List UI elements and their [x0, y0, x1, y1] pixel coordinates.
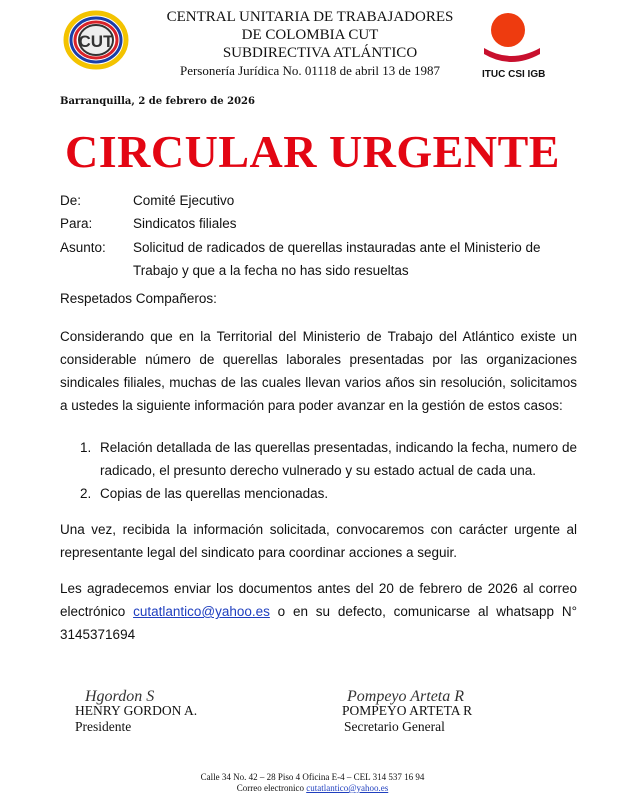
- org-name-line3: SUBDIRECTIVA ATLÁNTICO: [222, 45, 418, 61]
- org-name-line2: DE COLOMBIA CUT: [241, 27, 379, 43]
- paragraph-3: [60, 577, 577, 646]
- email-link[interactable]: cutatlantico@yahoo.es: [133, 604, 270, 619]
- footer-email-label: Correo electronico: [236, 783, 307, 793]
- list-text: Relación detallada de las querellas presentadas, indicando la fecha, numero de radicado, el presunto derecho vulnerado y su estado actual de cada una.: [100, 440, 577, 478]
- letter-date: Barranquilla, 2 de febrero de 2026: [60, 96, 255, 107]
- subject-label: Asunto:: [60, 240, 106, 255]
- paragraph-1: Considerando que en la Territorial del Ministerio de Trabajo del Atlántico existe un considerable número de querellas laborales presentadas por las organizaciones sindicales filiales, muchas de las cuales llevan varios años sin resolución, solicitamos a ustedes la siguiente información para poder avanzar en la gestión de estos casos:: [60, 329, 577, 413]
- signer-role: Secretario General: [344, 719, 445, 734]
- paragraph-3-text: Les agradecemos enviar los documentos antes del 20 de febrero de 2026 al correo electrónico: [60, 581, 577, 619]
- signer-role: Presidente: [75, 719, 132, 734]
- footer-email-line: [0, 783, 625, 794]
- legal-status: Personería Jurídica No. 01118 de abril 13 de 1987: [179, 63, 441, 78]
- list-item: [80, 436, 577, 482]
- circular-title: CIRCULAR URGENTE: [65, 126, 560, 177]
- from-label: De:: [60, 193, 82, 208]
- list-number: 2.: [80, 486, 92, 501]
- list-item: [80, 482, 577, 505]
- request-list: [80, 436, 577, 505]
- to-label: Para:: [60, 216, 93, 231]
- greeting: Respetados Compañeros:: [60, 291, 217, 306]
- signature-scrawl: Hgordon S: [85, 688, 155, 705]
- signature-scrawl: Pompeyo Arteta R: [347, 688, 465, 705]
- cut-logo: [62, 10, 130, 70]
- signature-secretary: [342, 688, 472, 735]
- paragraph-3-text-end: o en su defecto, comunicarse al whatsapp N° 3145371694: [60, 604, 577, 642]
- paragraph-2: Una vez, recibida la información solicitada, convocaremos con carácter urgente al representante legal del sindicato para coordinar acciones a seguir.: [60, 522, 577, 560]
- from-value: Comité Ejecutivo: [133, 193, 235, 208]
- signature-president: [75, 688, 197, 735]
- footer-email-link[interactable]: cutatlantico@yahoo.es: [306, 783, 389, 793]
- ituc-logo-text: ITUC CSI IGB: [482, 69, 546, 80]
- org-name-line1: CENTRAL UNITARIA DE TRABAJADORES: [166, 9, 454, 25]
- list-text: Copias de las querellas mencionadas.: [100, 486, 329, 501]
- svg-text:CUT: CUT: [78, 32, 114, 51]
- footer: [0, 772, 625, 794]
- to-value: Sindicatos filiales: [133, 216, 237, 231]
- list-number: 1.: [80, 440, 92, 455]
- signer-name: HENRY GORDON A.: [75, 703, 198, 718]
- org-header: [150, 8, 470, 80]
- meta-block: [60, 189, 580, 289]
- footer-address: Calle 34 No. 42 – 28 Piso 4 Oficina E-4 – CEL 314 537 16 94: [200, 772, 425, 782]
- subject-value: Solicitud de radicados de querellas instauradas ante el Ministerio de Trabajo y que a la fecha no has sido resueltas: [133, 240, 541, 278]
- ituc-logo: [478, 12, 548, 80]
- signer-name: POMPEYO ARTETA R: [342, 703, 473, 718]
